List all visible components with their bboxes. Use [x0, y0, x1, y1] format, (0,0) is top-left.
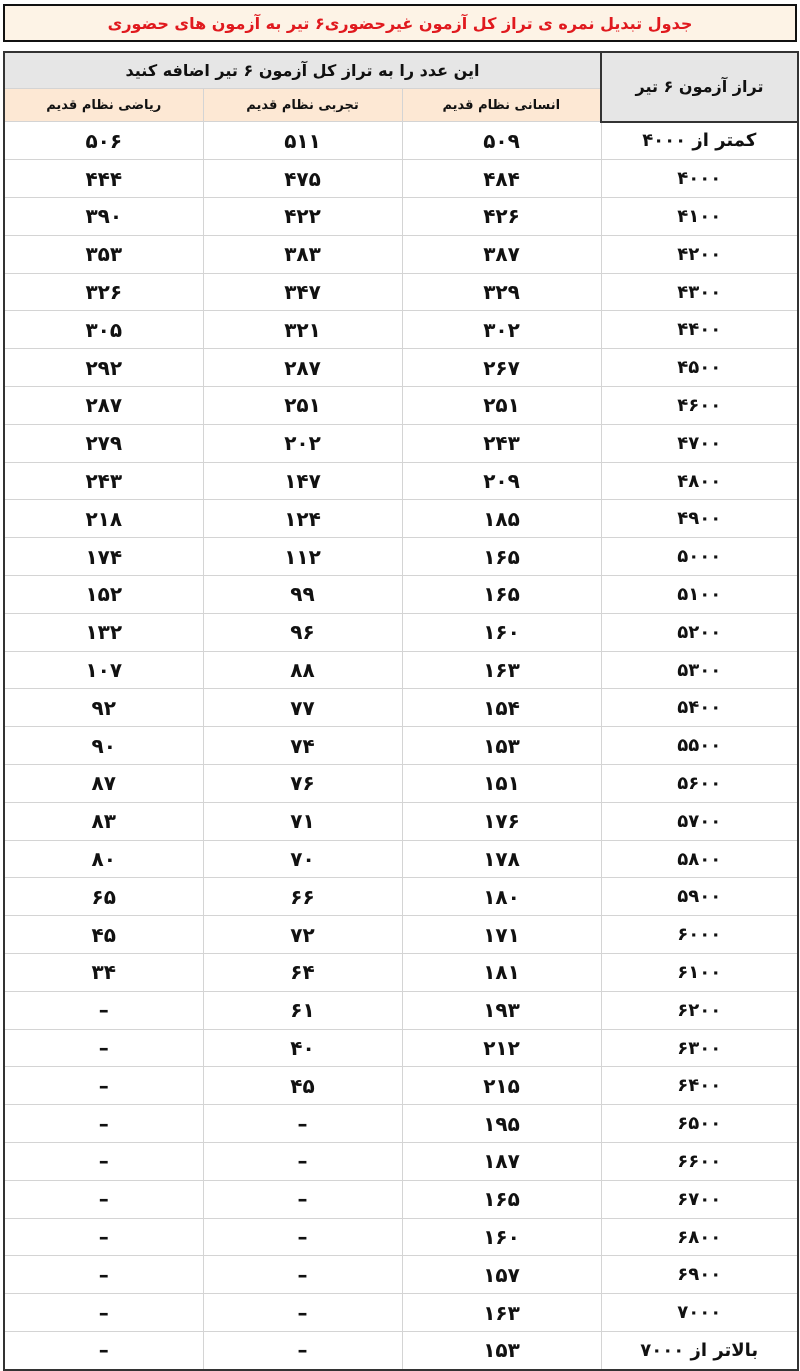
- taraz-cell: ۶۷۰۰: [601, 1180, 798, 1218]
- ensani-cell: ۱۶۰: [402, 1218, 601, 1256]
- taraz-cell: ۴۶۰۰: [601, 387, 798, 425]
- riazi-cell: ۸۷: [4, 765, 203, 803]
- tajrobi-cell: ۶۴: [203, 954, 402, 992]
- tajrobi-cell: ۹۶: [203, 613, 402, 651]
- tajrobi-cell: ۳۲۱: [203, 311, 402, 349]
- taraz-cell: ۴۰۰۰: [601, 160, 798, 198]
- riazi-cell: ۳۰۵: [4, 311, 203, 349]
- tajrobi-cell: ۴۰: [203, 1029, 402, 1067]
- taraz-cell: بالاتر از ۷۰۰۰: [601, 1332, 798, 1370]
- taraz-cell: ۶۵۰۰: [601, 1105, 798, 1143]
- riazi-cell: ۲۸۷: [4, 387, 203, 425]
- ensani-cell: ۱۵۱: [402, 765, 601, 803]
- taraz-cell: ۶۰۰۰: [601, 916, 798, 954]
- ensani-cell: ۱۵۴: [402, 689, 601, 727]
- table-row: [4, 991, 798, 1029]
- riazi-cell: ۹۰: [4, 727, 203, 765]
- table-row: [4, 613, 798, 651]
- ensani-cell: ۵۰۹: [402, 122, 601, 160]
- ensani-cell: ۱۸۵: [402, 500, 601, 538]
- ensani-cell: ۱۸۷: [402, 1143, 601, 1181]
- table-row: [4, 462, 798, 500]
- header-add-instruction: این عدد را به تراز کل آزمون ۶ تیر اضافه کنید: [4, 52, 601, 89]
- taraz-cell: کمتر از ۴۰۰۰: [601, 122, 798, 160]
- tajrobi-cell: –: [203, 1218, 402, 1256]
- tajrobi-cell: ۴۲۲: [203, 198, 402, 236]
- tajrobi-cell: ۷۴: [203, 727, 402, 765]
- table-row: [4, 727, 798, 765]
- riazi-cell: –: [4, 1143, 203, 1181]
- header-ensani: انسانی نظام قدیم: [402, 89, 601, 122]
- ensani-cell: ۲۰۹: [402, 462, 601, 500]
- ensani-cell: ۱۸۰: [402, 878, 601, 916]
- riazi-cell: ۸۳: [4, 802, 203, 840]
- tajrobi-cell: ۲۵۱: [203, 387, 402, 425]
- table-row: [4, 424, 798, 462]
- tajrobi-cell: ۷۶: [203, 765, 402, 803]
- ensani-cell: ۲۴۳: [402, 424, 601, 462]
- table-row: [4, 1180, 798, 1218]
- table-row: [4, 689, 798, 727]
- taraz-cell: ۴۴۰۰: [601, 311, 798, 349]
- tajrobi-cell: –: [203, 1143, 402, 1181]
- taraz-cell: ۵۸۰۰: [601, 840, 798, 878]
- table-row: [4, 311, 798, 349]
- table-row: [4, 1029, 798, 1067]
- taraz-cell: ۵۳۰۰: [601, 651, 798, 689]
- taraz-cell: ۵۱۰۰: [601, 576, 798, 614]
- ensani-cell: ۱۷۶: [402, 802, 601, 840]
- table-row: [4, 651, 798, 689]
- table-title: جدول تبدیل نمره ی تراز کل آزمون غیرحضوری۶ تیر به آزمون های حضوری: [3, 4, 797, 42]
- riazi-cell: ۶۵: [4, 878, 203, 916]
- riazi-cell: –: [4, 1256, 203, 1294]
- table-row: [4, 387, 798, 425]
- riazi-cell: ۱۰۷: [4, 651, 203, 689]
- taraz-cell: ۴۹۰۰: [601, 500, 798, 538]
- table-row: [4, 500, 798, 538]
- riazi-cell: ۴۴۴: [4, 160, 203, 198]
- tajrobi-cell: ۱۱۲: [203, 538, 402, 576]
- tajrobi-cell: –: [203, 1256, 402, 1294]
- taraz-cell: ۴۷۰۰: [601, 424, 798, 462]
- ensani-cell: ۱۷۸: [402, 840, 601, 878]
- taraz-cell: ۵۴۰۰: [601, 689, 798, 727]
- taraz-cell: ۴۱۰۰: [601, 198, 798, 236]
- taraz-cell: ۵۲۰۰: [601, 613, 798, 651]
- tajrobi-cell: ۱۴۷: [203, 462, 402, 500]
- table-row: [4, 198, 798, 236]
- taraz-cell: ۵۰۰۰: [601, 538, 798, 576]
- table-row: [4, 576, 798, 614]
- riazi-cell: ۴۵: [4, 916, 203, 954]
- riazi-cell: ۹۲: [4, 689, 203, 727]
- taraz-cell: ۶۲۰۰: [601, 991, 798, 1029]
- taraz-cell: ۵۶۰۰: [601, 765, 798, 803]
- riazi-cell: ۳۹۰: [4, 198, 203, 236]
- riazi-cell: ۳۵۳: [4, 235, 203, 273]
- taraz-cell: ۶۸۰۰: [601, 1218, 798, 1256]
- tajrobi-cell: ۲۸۷: [203, 349, 402, 387]
- ensani-cell: ۱۶۳: [402, 651, 601, 689]
- header-taraz: تراز آزمون ۶ تیر: [601, 52, 798, 122]
- riazi-cell: ۲۱۸: [4, 500, 203, 538]
- taraz-cell: ۶۳۰۰: [601, 1029, 798, 1067]
- table-body: [4, 122, 798, 1370]
- riazi-cell: ۳۴: [4, 954, 203, 992]
- ensani-cell: ۱۶۳: [402, 1294, 601, 1332]
- taraz-cell: ۶۹۰۰: [601, 1256, 798, 1294]
- table-row: [4, 273, 798, 311]
- header-tajrobi: تجربی نظام قدیم: [203, 89, 402, 122]
- table-row: [4, 1105, 798, 1143]
- tajrobi-cell: ۱۲۴: [203, 500, 402, 538]
- table-row: [4, 1067, 798, 1105]
- tajrobi-cell: –: [203, 1180, 402, 1218]
- tajrobi-cell: ۵۱۱: [203, 122, 402, 160]
- table-row: [4, 840, 798, 878]
- riazi-cell: ۱۳۲: [4, 613, 203, 651]
- table-row: [4, 802, 798, 840]
- tajrobi-cell: ۸۸: [203, 651, 402, 689]
- table-row: [4, 878, 798, 916]
- header-riazi: ریاضی نظام قدیم: [4, 89, 203, 122]
- table-row: [4, 235, 798, 273]
- riazi-cell: ۵۰۶: [4, 122, 203, 160]
- tajrobi-cell: –: [203, 1294, 402, 1332]
- tajrobi-cell: ۷۱: [203, 802, 402, 840]
- table-row: [4, 160, 798, 198]
- ensani-cell: ۲۶۷: [402, 349, 601, 387]
- ensani-cell: ۱۵۷: [402, 1256, 601, 1294]
- riazi-cell: ۲۴۳: [4, 462, 203, 500]
- riazi-cell: ۸۰: [4, 840, 203, 878]
- table-row: [4, 122, 798, 160]
- tajrobi-cell: ۴۷۵: [203, 160, 402, 198]
- taraz-cell: ۴۸۰۰: [601, 462, 798, 500]
- tajrobi-cell: ۳۴۷: [203, 273, 402, 311]
- tajrobi-cell: ۷۰: [203, 840, 402, 878]
- taraz-cell: ۵۵۰۰: [601, 727, 798, 765]
- ensani-cell: ۱۵۳: [402, 1332, 601, 1370]
- tajrobi-cell: ۶۶: [203, 878, 402, 916]
- ensani-cell: ۳۲۹: [402, 273, 601, 311]
- ensani-cell: ۲۱۲: [402, 1029, 601, 1067]
- ensani-cell: ۲۱۵: [402, 1067, 601, 1105]
- table-row: [4, 765, 798, 803]
- ensani-cell: ۱۶۵: [402, 538, 601, 576]
- riazi-cell: –: [4, 1029, 203, 1067]
- riazi-cell: ۳۲۶: [4, 273, 203, 311]
- table-row: [4, 1143, 798, 1181]
- table-row: [4, 538, 798, 576]
- ensani-cell: ۱۶۰: [402, 613, 601, 651]
- riazi-cell: –: [4, 1180, 203, 1218]
- tajrobi-cell: ۷۷: [203, 689, 402, 727]
- ensani-cell: ۴۸۴: [402, 160, 601, 198]
- taraz-cell: ۵۹۰۰: [601, 878, 798, 916]
- taraz-cell: ۶۴۰۰: [601, 1067, 798, 1105]
- riazi-cell: –: [4, 1105, 203, 1143]
- tajrobi-cell: ۷۲: [203, 916, 402, 954]
- riazi-cell: ۱۵۲: [4, 576, 203, 614]
- tajrobi-cell: ۴۵: [203, 1067, 402, 1105]
- riazi-cell: ۲۷۹: [4, 424, 203, 462]
- table-row: [4, 954, 798, 992]
- ensani-cell: ۳۸۷: [402, 235, 601, 273]
- ensani-cell: ۱۸۱: [402, 954, 601, 992]
- conversion-table: [3, 51, 799, 1371]
- taraz-cell: ۶۶۰۰: [601, 1143, 798, 1181]
- ensani-cell: ۱۹۵: [402, 1105, 601, 1143]
- riazi-cell: ۲۹۲: [4, 349, 203, 387]
- taraz-cell: ۶۱۰۰: [601, 954, 798, 992]
- ensani-cell: ۲۵۱: [402, 387, 601, 425]
- taraz-cell: ۵۷۰۰: [601, 802, 798, 840]
- ensani-cell: ۱۶۵: [402, 576, 601, 614]
- table-row: [4, 349, 798, 387]
- tajrobi-cell: ۹۹: [203, 576, 402, 614]
- ensani-cell: ۴۲۶: [402, 198, 601, 236]
- ensani-cell: ۳۰۲: [402, 311, 601, 349]
- table-row: [4, 1218, 798, 1256]
- riazi-cell: –: [4, 1294, 203, 1332]
- tajrobi-cell: ۳۸۳: [203, 235, 402, 273]
- riazi-cell: ۱۷۴: [4, 538, 203, 576]
- taraz-cell: ۷۰۰۰: [601, 1294, 798, 1332]
- table-row: [4, 916, 798, 954]
- tajrobi-cell: –: [203, 1105, 402, 1143]
- taraz-cell: ۴۲۰۰: [601, 235, 798, 273]
- table-row: [4, 1294, 798, 1332]
- ensani-cell: ۱۹۳: [402, 991, 601, 1029]
- riazi-cell: –: [4, 1332, 203, 1370]
- taraz-cell: ۴۳۰۰: [601, 273, 798, 311]
- ensani-cell: ۱۵۳: [402, 727, 601, 765]
- ensani-cell: ۱۷۱: [402, 916, 601, 954]
- riazi-cell: –: [4, 1067, 203, 1105]
- riazi-cell: –: [4, 991, 203, 1029]
- tajrobi-cell: ۲۰۲: [203, 424, 402, 462]
- taraz-cell: ۴۵۰۰: [601, 349, 798, 387]
- tajrobi-cell: –: [203, 1332, 402, 1370]
- table-row: [4, 1256, 798, 1294]
- ensani-cell: ۱۶۵: [402, 1180, 601, 1218]
- riazi-cell: –: [4, 1218, 203, 1256]
- tajrobi-cell: ۶۱: [203, 991, 402, 1029]
